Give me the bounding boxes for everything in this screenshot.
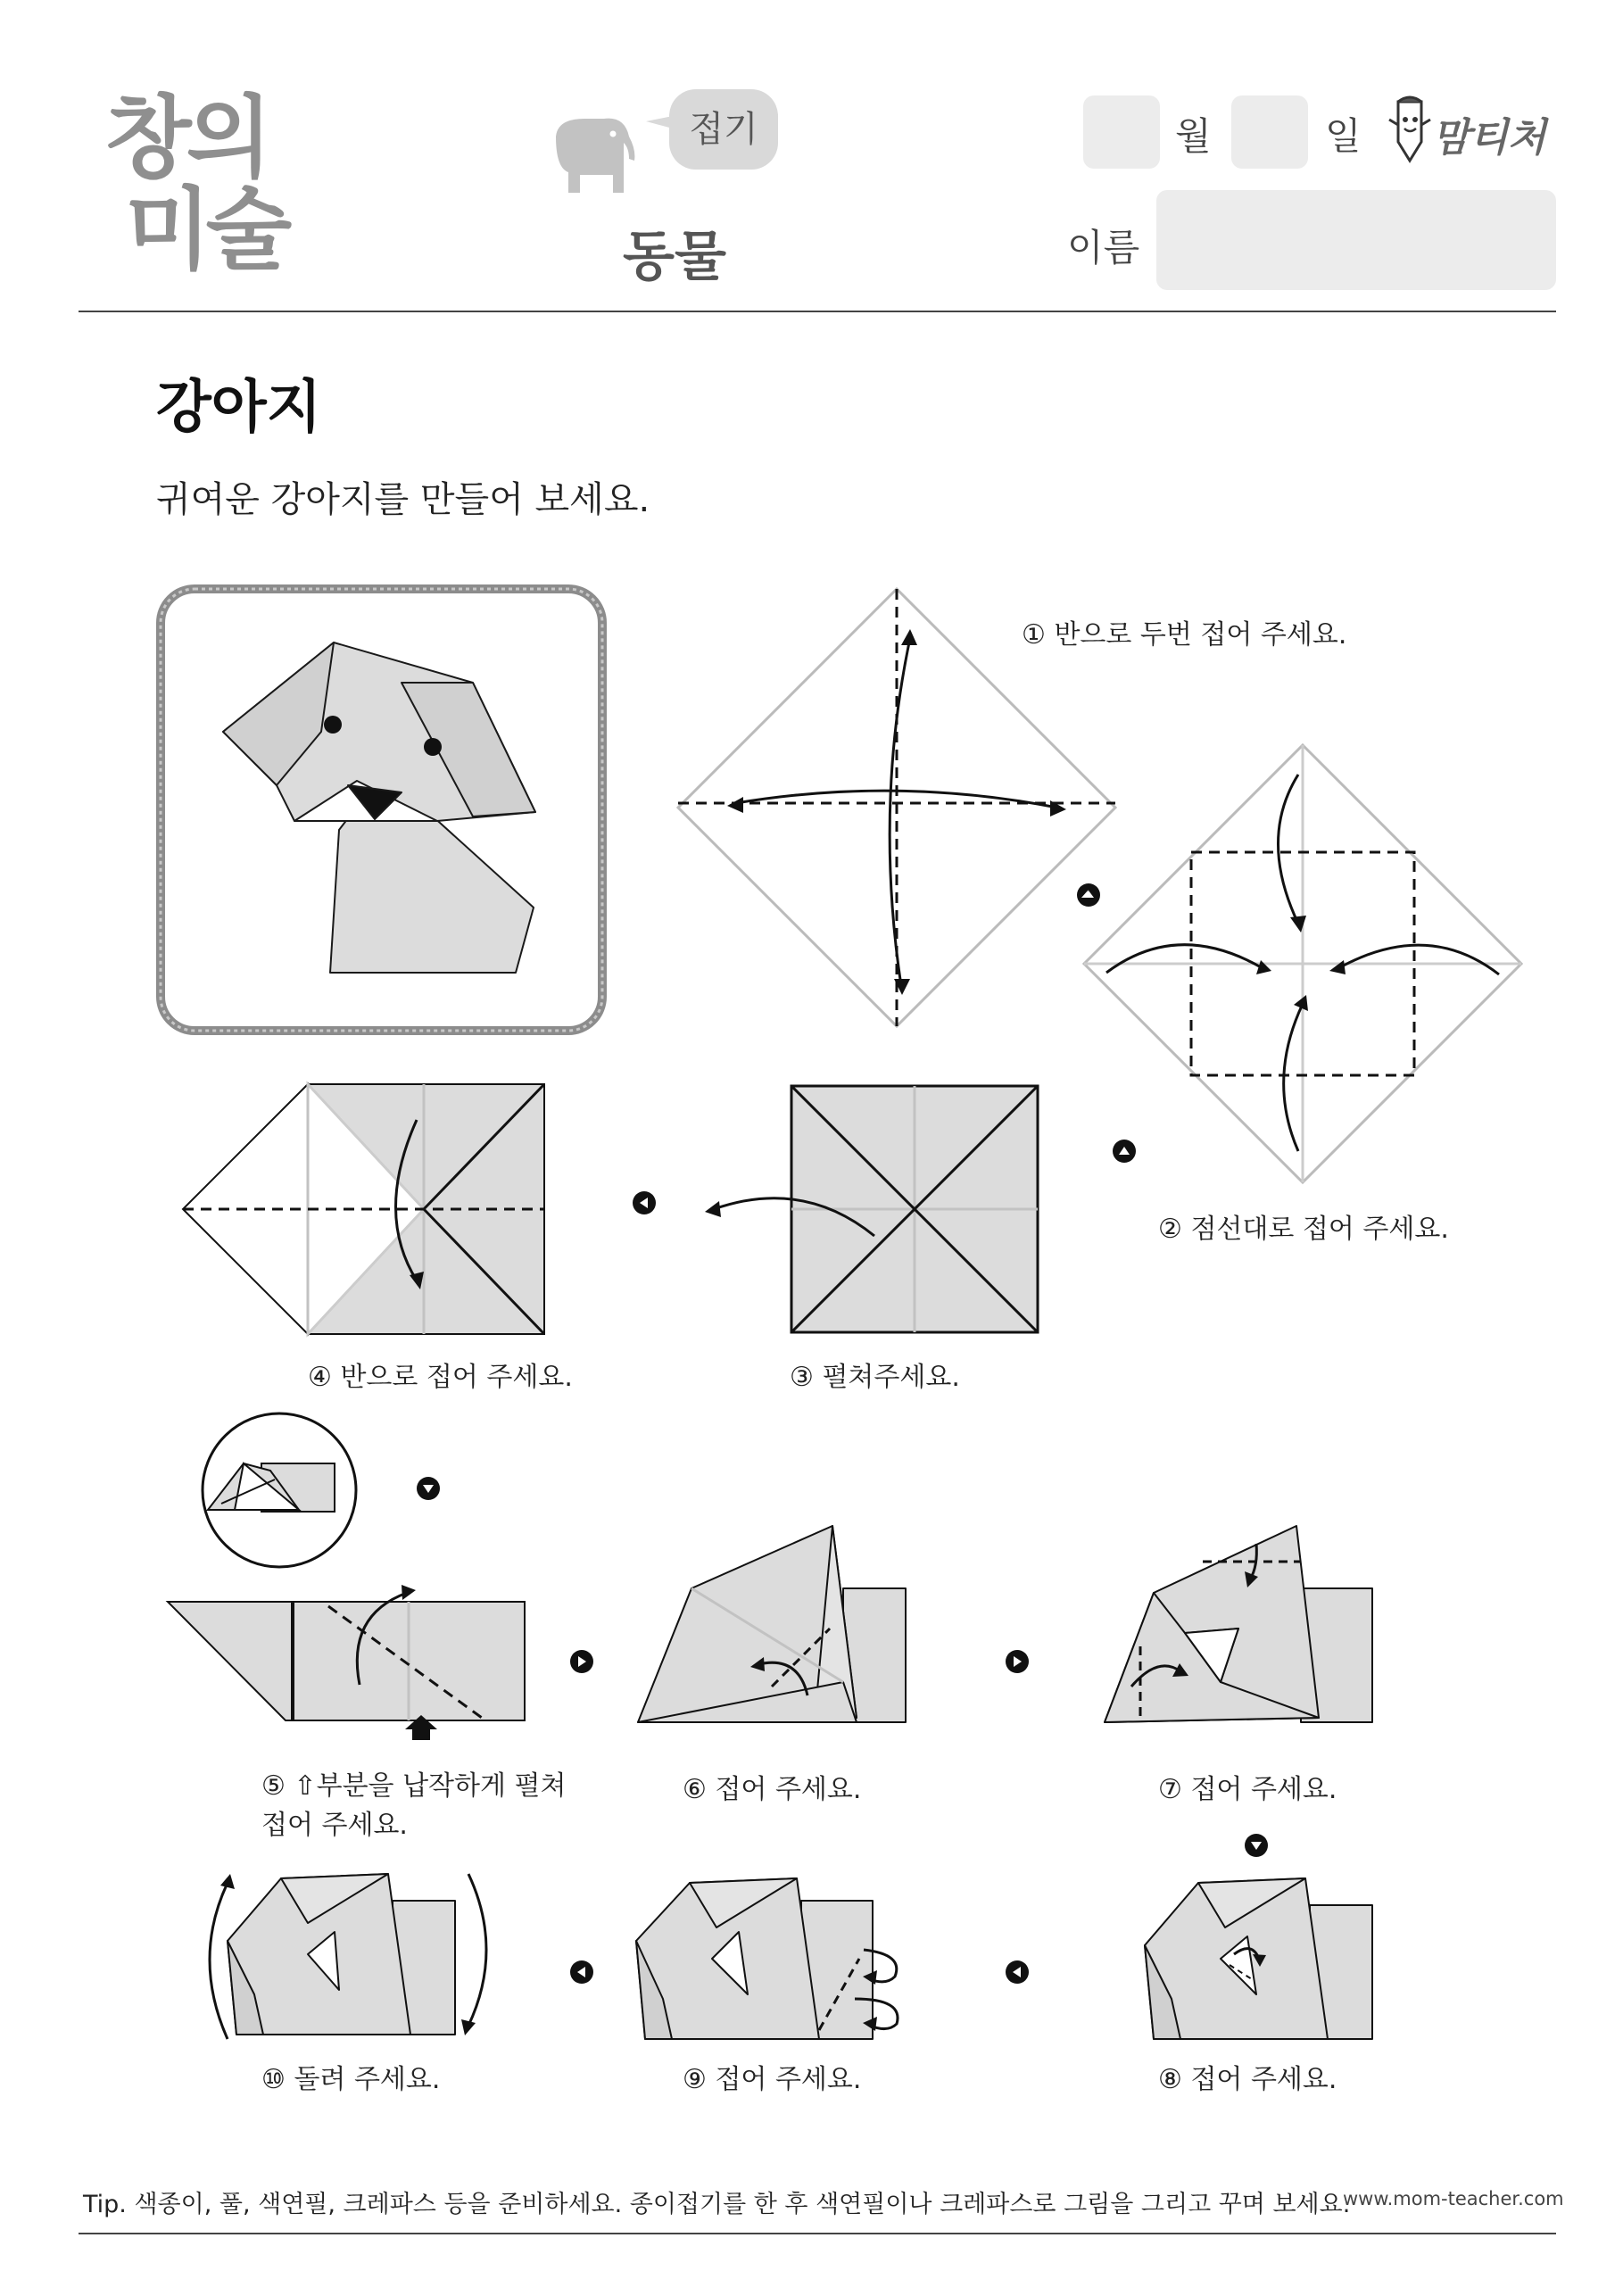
step3-text: 펼쳐주세요. <box>822 1362 960 1393</box>
arrow-triangle-icon <box>568 1959 595 1985</box>
step3-caption <box>790 1355 960 1394</box>
name-input[interactable] <box>1156 190 1556 290</box>
footer-tip: Tip. 색종이, 풀, 색연필, 크레파스 등을 준비하세요. 종이접기를 한 후 색연필이나 크레파스로 그림을 그리고 꾸며 보세요. <box>83 2191 1351 2218</box>
step6-caption <box>683 1767 861 1806</box>
step7-number: ⑦ <box>1158 1774 1182 1805</box>
footer-url[interactable]: www.mom-teacher.com <box>1343 2188 1564 2209</box>
step2-caption <box>1158 1206 1449 1246</box>
step8-diagram <box>1145 1874 1377 2043</box>
step10-caption <box>261 2057 440 2096</box>
step7-text: 접어 주세요. <box>1190 1774 1337 1805</box>
step10-number: ⑩ <box>261 2064 286 2095</box>
step5-text: ⇧부분을 납작하게 펼쳐 <box>294 1770 567 1802</box>
step4-caption <box>308 1355 573 1394</box>
step5-diagram <box>168 1446 535 1740</box>
brand-logo: 맘티처 <box>1432 115 1546 161</box>
step3-number: ③ <box>790 1362 814 1393</box>
arrow-triangle-icon <box>1111 1138 1138 1165</box>
step1-number: ① <box>1022 619 1046 651</box>
step4-diagram <box>183 1084 549 1334</box>
day-input[interactable] <box>1231 95 1308 169</box>
arrow-triangle-icon <box>415 1475 442 1502</box>
step10-text: 돌려 주세요. <box>294 2064 441 2095</box>
month-input[interactable] <box>1083 95 1160 169</box>
month-label: 월 <box>1175 114 1212 158</box>
step4-text: 반으로 접어 주세요. <box>340 1362 573 1393</box>
step5-text-line2: 접어 주세요. <box>261 1810 408 1841</box>
step6-text: 접어 주세요. <box>715 1774 862 1805</box>
step1-diagram <box>674 584 1120 1031</box>
arrow-triangle-icon <box>631 1189 658 1216</box>
step6-number: ⑥ <box>683 1774 707 1805</box>
step9-diagram <box>636 1874 913 2043</box>
logo-line2: 미술 <box>125 178 287 282</box>
step8-number: ⑧ <box>1158 2064 1182 2095</box>
step10-diagram <box>201 1869 504 2048</box>
bubble-tail <box>646 114 673 132</box>
step1-text: 반으로 두번 접어 주세요. <box>1054 619 1347 651</box>
pencil-mascot-icon <box>1387 93 1432 164</box>
step5-caption <box>261 1767 566 1845</box>
step6-diagram <box>638 1521 915 1727</box>
day-label: 일 <box>1325 114 1362 158</box>
step9-number: ⑨ <box>683 2064 707 2095</box>
elephant-icon <box>549 105 638 195</box>
step2-text: 점선대로 접어 주세요. <box>1190 1214 1449 1245</box>
step2-diagram <box>1080 741 1526 1187</box>
footer-divider <box>79 2233 1556 2234</box>
arrow-triangle-icon <box>568 1648 595 1675</box>
step5-number: ⑤ <box>261 1770 286 1802</box>
step2-number: ② <box>1158 1214 1182 1245</box>
step3-arrow <box>696 1169 883 1240</box>
category-badge: 접기 <box>669 89 778 170</box>
name-label: 이름 <box>1067 226 1140 269</box>
worksheet-subtitle: 귀여운 강아지를 만들어 보세요. <box>156 479 650 520</box>
category-title: 동물 <box>623 226 726 288</box>
step8-text: 접어 주세요. <box>1190 2064 1337 2095</box>
arrow-triangle-icon <box>1004 1648 1031 1675</box>
step1-caption <box>1022 612 1346 651</box>
header-divider <box>79 311 1556 312</box>
arrow-triangle-icon <box>1004 1959 1031 1985</box>
step7-diagram <box>1105 1521 1381 1727</box>
arrow-triangle-icon <box>1243 1832 1270 1859</box>
worksheet-title: 강아지 <box>156 375 322 441</box>
finished-dog-illustration <box>223 642 544 982</box>
arrow-triangle-icon <box>1075 882 1102 908</box>
step8-caption <box>1158 2057 1337 2096</box>
step7-caption <box>1158 1767 1337 1806</box>
step9-text: 접어 주세요. <box>715 2064 862 2095</box>
step9-caption <box>683 2057 861 2096</box>
logo-line1: 창의 <box>105 86 268 190</box>
step4-number: ④ <box>308 1362 332 1393</box>
